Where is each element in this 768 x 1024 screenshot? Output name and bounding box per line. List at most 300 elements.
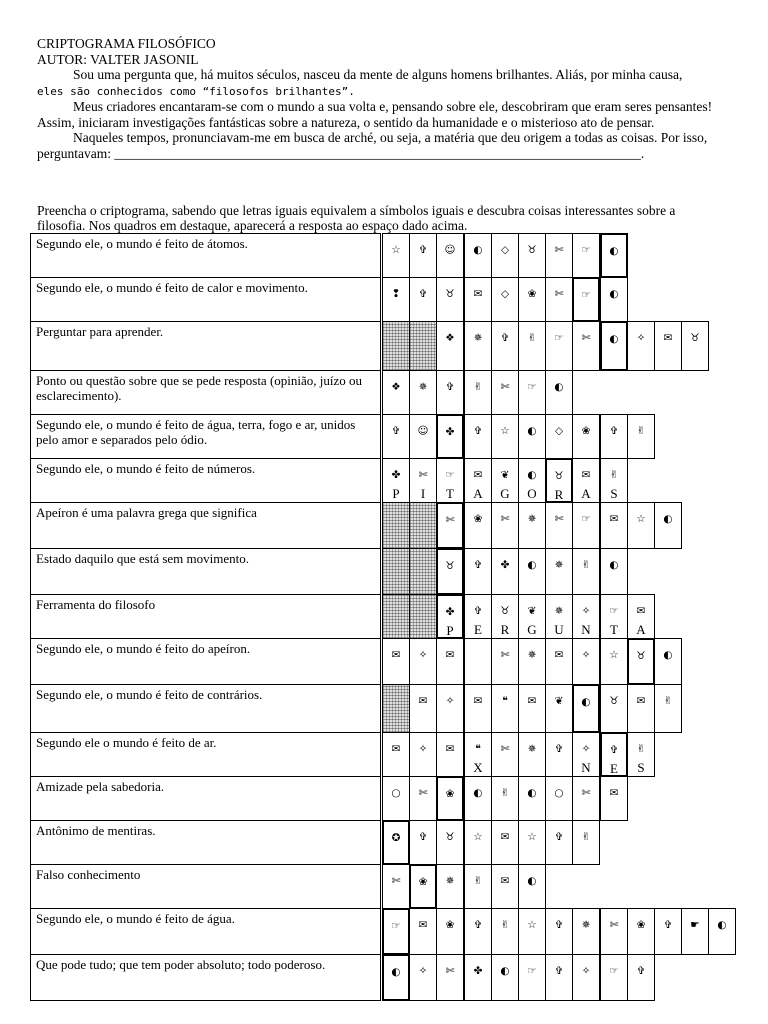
- cipher-cell-r15-c4[interactable]: [464, 864, 492, 909]
- cipher-symbol: ✌: [500, 787, 510, 799]
- cipher-cell-r16-c8[interactable]: [572, 908, 600, 955]
- cipher-cell-r9-c10[interactable]: [627, 594, 655, 639]
- clue-13: Amizade pela sabedoria.: [30, 776, 381, 821]
- cipher-cell-r2-c9[interactable]: [600, 277, 628, 322]
- instructions-text: Preencha o criptograma, sabendo que letras iguais equivalem a símbolos iguais e descubra coisas interessantes sobre a filosofia. Nos quadros em destaque, aparecerá a resposta ao espaço dado acima.: [37, 203, 676, 233]
- cipher-cell-r7-c1[interactable]: [382, 502, 410, 549]
- cipher-cell-r15-c1[interactable]: [382, 864, 410, 909]
- cipher-symbol: ✧: [445, 695, 455, 707]
- cipher-cell-r9-c8[interactable]: [572, 594, 600, 639]
- cipher-cell-r8-c8[interactable]: [572, 548, 600, 595]
- cipher-cell-r3-c12[interactable]: [681, 321, 709, 371]
- cipher-cell-r5-c6[interactable]: [518, 414, 546, 459]
- cipher-cell-r6-c1[interactable]: [382, 458, 410, 503]
- clue-10: Segundo ele, o mundo é feito do apeíron.: [30, 638, 381, 685]
- cipher-symbol: ◐: [717, 919, 727, 931]
- cipher-cell-r14-c1[interactable]: [382, 820, 410, 865]
- cipher-symbol: ◐: [527, 787, 537, 799]
- cipher-symbol: ❦: [554, 695, 564, 707]
- cipher-cell-r16-c10[interactable]: [627, 908, 655, 955]
- cipher-symbol: ◇: [500, 288, 510, 300]
- cipher-symbol: ✤: [391, 469, 401, 481]
- cipher-symbol: ✵: [554, 559, 564, 571]
- cipher-symbol: ☆: [636, 513, 646, 525]
- cipher-cell-r11-c10[interactable]: [627, 684, 655, 733]
- cipher-cell-r9-c4[interactable]: [464, 594, 492, 639]
- cipher-cell-r10-c9[interactable]: [600, 638, 628, 685]
- cipher-cell-r4-c6[interactable]: [518, 370, 546, 415]
- cipher-cell-r1-c1[interactable]: [382, 233, 410, 278]
- revealed-letter: I: [420, 486, 426, 501]
- cipher-cell-r7-c11[interactable]: [654, 502, 682, 549]
- cipher-symbol: ✉: [391, 743, 401, 755]
- cipher-cell-r7-c8[interactable]: [572, 502, 600, 549]
- cipher-symbol: ✞: [418, 831, 428, 843]
- cipher-cell-r1-c5[interactable]: [491, 233, 519, 278]
- cipher-cell-r11-c2[interactable]: [409, 684, 437, 733]
- cipher-symbol: ❀: [527, 288, 537, 300]
- cipher-cell-r6-c2[interactable]: [409, 458, 437, 503]
- cipher-cell-r14-c8[interactable]: [572, 820, 600, 865]
- cipher-cell-r9-c2[interactable]: [409, 594, 437, 639]
- cipher-cell-r17-c4[interactable]: [464, 954, 492, 1001]
- cipher-symbol: ✄: [500, 743, 510, 755]
- cipher-cell-r8-c9[interactable]: [600, 548, 628, 595]
- cipher-cell-r14-c7[interactable]: [545, 820, 573, 865]
- cipher-cell-r2-c1[interactable]: [382, 277, 410, 322]
- clue-15: Falso conhecimento: [30, 864, 381, 909]
- cipher-symbol: ✉: [473, 469, 483, 481]
- cipher-symbol: ✵: [581, 919, 591, 931]
- cipher-cell-r8-c7[interactable]: [545, 548, 573, 595]
- cipher-symbol: ☞: [445, 469, 455, 481]
- cipher-cell-r13-c1[interactable]: [382, 776, 410, 821]
- revealed-letter: A: [636, 622, 646, 637]
- cipher-cell-r10-c5[interactable]: [491, 638, 519, 685]
- cipher-symbol: ◐: [527, 469, 537, 481]
- cipher-symbol: ♉: [527, 244, 537, 256]
- cipher-cell-r17-c8[interactable]: [572, 954, 600, 1001]
- cipher-symbol: ✄: [554, 513, 564, 525]
- cipher-symbol: ◐: [609, 288, 619, 300]
- cipher-cell-r17-c3[interactable]: [436, 954, 464, 1001]
- cipher-symbol: ✞: [473, 919, 483, 931]
- cipher-symbol: ◐: [609, 559, 619, 571]
- cipher-cell-r13-c8[interactable]: [572, 776, 600, 821]
- cipher-symbol: ✉: [500, 875, 510, 887]
- cipher-cell-r5-c7[interactable]: [545, 414, 573, 459]
- cipher-cell-r3-c7[interactable]: [545, 321, 573, 371]
- cipher-symbol: ✵: [445, 875, 455, 887]
- cipher-symbol: ✞: [554, 743, 564, 755]
- cipher-cell-r2-c7[interactable]: [545, 277, 573, 322]
- cipher-cell-r8-c6[interactable]: [518, 548, 546, 595]
- cipher-symbol: ✪: [391, 832, 401, 844]
- cipher-symbol: ✧: [418, 965, 428, 977]
- cipher-symbol: ◐: [663, 513, 673, 525]
- cipher-symbol: ✵: [473, 332, 483, 344]
- cipher-cell-r10-c4[interactable]: [464, 638, 492, 685]
- cipher-cell-r14-c5[interactable]: [491, 820, 519, 865]
- revealed-letter: A: [473, 486, 483, 501]
- cipher-cell-r16-c1[interactable]: [382, 908, 410, 955]
- cipher-cell-r11-c7[interactable]: [545, 684, 573, 733]
- cipher-cell-r12-c9[interactable]: [600, 732, 628, 777]
- cipher-cell-r10-c2[interactable]: [409, 638, 437, 685]
- cipher-cell-r7-c9[interactable]: [600, 502, 628, 549]
- cipher-symbol: ☺: [417, 425, 429, 437]
- cipher-cell-r12-c8[interactable]: [572, 732, 600, 777]
- cipher-cell-r13-c7[interactable]: [545, 776, 573, 821]
- cipher-cell-r7-c7[interactable]: [545, 502, 573, 549]
- cipher-cell-r8-c3[interactable]: [436, 548, 464, 595]
- cipher-symbol: ✌: [609, 469, 619, 481]
- cipher-cell-r6-c3[interactable]: [436, 458, 464, 503]
- cipher-symbol: ✧: [581, 965, 591, 977]
- clue-7: Apeíron é uma palavra grega que significa: [30, 502, 381, 549]
- cipher-symbol: ✞: [445, 381, 455, 393]
- cipher-cell-r11-c6[interactable]: [518, 684, 546, 733]
- cipher-cell-r11-c9[interactable]: [600, 684, 628, 733]
- cipher-cell-r5-c5[interactable]: [491, 414, 519, 459]
- cipher-cell-r7-c3[interactable]: [436, 502, 464, 549]
- cipher-cell-r12-c4[interactable]: [464, 732, 492, 777]
- cipher-cell-r2-c6[interactable]: [518, 277, 546, 322]
- cipher-cell-r16-c6[interactable]: [518, 908, 546, 955]
- cipher-cell-r7-c10[interactable]: [627, 502, 655, 549]
- cipher-cell-r3-c9[interactable]: [600, 321, 628, 371]
- cipher-cell-r3-c6[interactable]: [518, 321, 546, 371]
- cipher-symbol: ☆: [500, 425, 510, 437]
- cipher-cell-r13-c5[interactable]: [491, 776, 519, 821]
- revealed-letter: G: [527, 622, 537, 637]
- cipher-cell-r2-c4[interactable]: [464, 277, 492, 322]
- revealed-letter: P: [446, 623, 454, 638]
- cipher-cell-r7-c2[interactable]: [409, 502, 437, 549]
- clue-9: Ferramenta do filosofo: [30, 594, 381, 639]
- cipher-cell-r3-c2[interactable]: [409, 321, 437, 371]
- doc-title: CRIPTOGRAMA FILOSÓFICO: [37, 36, 216, 51]
- cipher-symbol: ✌: [473, 875, 483, 887]
- cipher-cell-r9-c3[interactable]: [436, 594, 464, 639]
- cipher-cell-r12-c2[interactable]: [409, 732, 437, 777]
- cipher-symbol: ❀: [581, 425, 591, 437]
- cipher-cell-r9-c1[interactable]: [382, 594, 410, 639]
- cipher-cell-r12-c6[interactable]: [518, 732, 546, 777]
- cipher-symbol: ✌: [663, 695, 673, 707]
- clue-5: Segundo ele, o mundo é feito de água, terra, fogo e ar, unidos pelo amor e separados pelo ódio.: [30, 414, 381, 459]
- cipher-cell-r3-c5[interactable]: [491, 321, 519, 371]
- cipher-symbol: ✵: [527, 649, 537, 661]
- cipher-cell-r3-c8[interactable]: [572, 321, 600, 371]
- cipher-symbol: ✉: [609, 787, 619, 799]
- cipher-symbol: ☆: [527, 831, 537, 843]
- cipher-symbol: ☆: [527, 919, 537, 931]
- cipher-cell-r2-c2[interactable]: [409, 277, 437, 322]
- cipher-cell-r5-c3[interactable]: [436, 414, 464, 459]
- cipher-symbol: ◐: [473, 787, 483, 799]
- cipher-symbol: ◐: [527, 425, 537, 437]
- cipher-cell-r6-c6[interactable]: [518, 458, 546, 503]
- cipher-symbol: ✄: [500, 513, 510, 525]
- cipher-symbol: ☞: [391, 920, 401, 932]
- cipher-cell-r9-c9[interactable]: [600, 594, 628, 639]
- cipher-symbol: ❦: [527, 605, 537, 617]
- cipher-symbol: ◐: [473, 244, 483, 256]
- revealed-letter: G: [500, 486, 510, 501]
- cipher-symbol: ☞: [581, 289, 591, 301]
- clue-2: Segundo ele, o mundo é feito de calor e movimento.: [30, 277, 381, 322]
- cipher-cell-r5-c1[interactable]: [382, 414, 410, 459]
- cipher-cell-r3-c3[interactable]: [436, 321, 464, 371]
- cipher-cell-r7-c6[interactable]: [518, 502, 546, 549]
- cipher-cell-r17-c9[interactable]: [600, 954, 628, 1001]
- cipher-cell-r5-c10[interactable]: [627, 414, 655, 459]
- cipher-cell-r7-c4[interactable]: [464, 502, 492, 549]
- cipher-cell-r11-c11[interactable]: [654, 684, 682, 733]
- cipher-symbol: ❝: [475, 743, 481, 755]
- cipher-cell-r3-c1[interactable]: [382, 321, 410, 371]
- cipher-symbol: ❀: [445, 919, 455, 931]
- cipher-cell-r6-c5[interactable]: [491, 458, 519, 503]
- cipher-symbol: ◐: [554, 381, 564, 393]
- cipher-cell-r8-c1[interactable]: [382, 548, 410, 595]
- cipher-symbol: ✄: [500, 381, 510, 393]
- cipher-symbol: ♉: [636, 650, 646, 662]
- cipher-cell-r11-c5[interactable]: [491, 684, 519, 733]
- cipher-cell-r6-c8[interactable]: [572, 458, 600, 503]
- cipher-cell-r11-c3[interactable]: [436, 684, 464, 733]
- cipher-cell-r4-c5[interactable]: [491, 370, 519, 415]
- cipher-cell-r10-c8[interactable]: [572, 638, 600, 685]
- cipher-cell-r14-c2[interactable]: [409, 820, 437, 865]
- cipher-symbol: ✉: [445, 743, 455, 755]
- cipher-cell-r10-c11[interactable]: [654, 638, 682, 685]
- cipher-symbol: ✞: [500, 332, 510, 344]
- cipher-symbol: ✄: [609, 919, 619, 931]
- cipher-symbol: ✵: [527, 513, 537, 525]
- cipher-symbol: ♉: [690, 332, 700, 344]
- cipher-cell-r17-c5[interactable]: [491, 954, 519, 1001]
- cipher-cell-r4-c7[interactable]: [545, 370, 573, 415]
- cipher-symbol: ✉: [581, 469, 591, 481]
- cipher-symbol: ◇: [554, 425, 564, 437]
- cipher-cell-r17-c10[interactable]: [627, 954, 655, 1001]
- cipher-symbol: ✉: [636, 695, 646, 707]
- cipher-symbol: ✌: [636, 425, 646, 437]
- cipher-cell-r2-c3[interactable]: [436, 277, 464, 322]
- intro-paragraph-1: Sou uma pergunta que, há muitos séculos, nasceu da mente de alguns homens brilhantes. Aliás, por minha causa, eles são conhecidos como “filosofos brilhantes”.: [37, 67, 683, 98]
- cipher-symbol: ✞: [473, 425, 483, 437]
- cipher-cell-r16-c3[interactable]: [436, 908, 464, 955]
- cipher-cell-r16-c5[interactable]: [491, 908, 519, 955]
- cipher-symbol: ◐: [527, 559, 537, 571]
- cipher-cell-r15-c3[interactable]: [436, 864, 464, 909]
- cipher-symbol: ☆: [391, 244, 401, 256]
- cipher-symbol: ✵: [554, 605, 564, 617]
- cipher-symbol: ✧: [418, 649, 428, 661]
- cipher-symbol: ✉: [391, 649, 401, 661]
- cipher-cell-r8-c5[interactable]: [491, 548, 519, 595]
- cipher-cell-r1-c3[interactable]: [436, 233, 464, 278]
- cipher-symbol: ✄: [445, 514, 455, 526]
- cipher-symbol: ☆: [609, 649, 619, 661]
- cipher-cell-r5-c2[interactable]: [409, 414, 437, 459]
- cipher-symbol: ✄: [445, 965, 455, 977]
- cipher-cell-r1-c8[interactable]: [572, 233, 600, 278]
- cipher-symbol: ✵: [527, 743, 537, 755]
- cipher-cell-r9-c6[interactable]: [518, 594, 546, 639]
- cipher-cell-r3-c4[interactable]: [464, 321, 492, 371]
- cipher-cell-r16-c9[interactable]: [600, 908, 628, 955]
- cipher-symbol: ◐: [609, 245, 619, 257]
- cipher-cell-r4-c2[interactable]: [409, 370, 437, 415]
- cipher-symbol: ❖: [445, 332, 455, 344]
- revealed-letter: P: [392, 486, 400, 501]
- cipher-cell-r13-c4[interactable]: [464, 776, 492, 821]
- doc-author: AUTOR: VALTER JASONIL: [37, 51, 199, 67]
- cipher-symbol: ♉: [500, 605, 510, 617]
- cipher-symbol: ◐: [581, 696, 591, 708]
- clue-8: Estado daquilo que está sem movimento.: [30, 548, 381, 595]
- cipher-cell-r12-c10[interactable]: [627, 732, 655, 777]
- cipher-symbol: ❀: [418, 876, 428, 888]
- cipher-symbol: ☞: [527, 381, 537, 393]
- cipher-cell-r11-c8[interactable]: [572, 684, 600, 733]
- cipher-symbol: ✞: [554, 919, 564, 931]
- cipher-cell-r8-c4[interactable]: [464, 548, 492, 595]
- cipher-cell-r5-c9[interactable]: [600, 414, 628, 459]
- cipher-cell-r17-c2[interactable]: [409, 954, 437, 1001]
- cipher-symbol: ☺: [444, 244, 456, 256]
- cipher-cell-r13-c6[interactable]: [518, 776, 546, 821]
- cipher-cell-r17-c7[interactable]: [545, 954, 573, 1001]
- cipher-cell-r11-c1[interactable]: [382, 684, 410, 733]
- cipher-cell-r12-c5[interactable]: [491, 732, 519, 777]
- cipher-cell-r8-c2[interactable]: [409, 548, 437, 595]
- cipher-cell-r4-c1[interactable]: [382, 370, 410, 415]
- cipher-symbol: ◐: [609, 333, 619, 345]
- cipher-cell-r10-c10[interactable]: [627, 638, 655, 685]
- cipher-cell-r17-c6[interactable]: [518, 954, 546, 1001]
- cipher-cell-r12-c7[interactable]: [545, 732, 573, 777]
- cipher-symbol: ✞: [609, 425, 619, 437]
- cipher-symbol: ◐: [663, 649, 673, 661]
- cipher-symbol: ✤: [445, 606, 455, 618]
- cipher-cell-r5-c8[interactable]: [572, 414, 600, 459]
- cipher-symbol: ✌: [581, 831, 591, 843]
- cipher-cell-r17-c1[interactable]: [382, 954, 410, 1001]
- cipher-cell-r1-c2[interactable]: [409, 233, 437, 278]
- cipher-symbol: ✞: [609, 744, 619, 756]
- cipher-cell-r13-c9[interactable]: [600, 776, 628, 821]
- cipher-symbol: ✌: [581, 559, 591, 571]
- cipher-symbol: ✉: [418, 695, 428, 707]
- cipher-cell-r6-c7[interactable]: [545, 458, 573, 503]
- cipher-cell-r10-c1[interactable]: [382, 638, 410, 685]
- cipher-cell-r13-c2[interactable]: [409, 776, 437, 821]
- cipher-cell-r15-c5[interactable]: [491, 864, 519, 909]
- cipher-cell-r15-c2[interactable]: [409, 864, 437, 909]
- cipher-cell-r12-c1[interactable]: [382, 732, 410, 777]
- cipher-cell-r7-c5[interactable]: [491, 502, 519, 549]
- revealed-letter: U: [554, 622, 564, 637]
- cipher-cell-r11-c4[interactable]: [464, 684, 492, 733]
- cipher-symbol: ✉: [636, 605, 646, 617]
- clue-14: Antônimo de mentiras.: [30, 820, 381, 865]
- cipher-cell-r2-c8[interactable]: [572, 277, 600, 322]
- clue-1: Segundo ele, o mundo é feito de átomos.: [30, 233, 381, 278]
- cipher-cell-r3-c10[interactable]: [627, 321, 655, 371]
- cipher-cell-r16-c13[interactable]: [708, 908, 736, 955]
- revealed-letter: R: [500, 622, 510, 637]
- clue-16: Segundo ele, o mundo é feito de água.: [30, 908, 381, 955]
- revealed-letter: A: [581, 486, 591, 501]
- cipher-cell-r1-c6[interactable]: [518, 233, 546, 278]
- revealed-letter: R: [554, 487, 564, 502]
- cipher-cell-r16-c4[interactable]: [464, 908, 492, 955]
- cipher-cell-r6-c9[interactable]: [600, 458, 628, 503]
- cipher-symbol: ❀: [445, 788, 455, 800]
- cipher-cell-r10-c6[interactable]: [518, 638, 546, 685]
- clue-6: Segundo ele, o mundo é feito de números.: [30, 458, 381, 503]
- cipher-symbol: ○: [391, 787, 401, 799]
- clue-11: Segundo ele, o mundo é feito de contrários.: [30, 684, 381, 733]
- cipher-symbol: ✵: [418, 381, 428, 393]
- cipher-cell-r6-c4[interactable]: [464, 458, 492, 503]
- cipher-cell-r9-c7[interactable]: [545, 594, 573, 639]
- intro: [37, 36, 717, 161]
- cipher-cell-r15-c6[interactable]: [518, 864, 546, 909]
- cipher-cell-r14-c3[interactable]: [436, 820, 464, 865]
- cipher-symbol: ✉: [527, 695, 537, 707]
- cipher-cell-r16-c7[interactable]: [545, 908, 573, 955]
- cipher-symbol: ☞: [581, 244, 591, 256]
- cipher-cell-r13-c3[interactable]: [436, 776, 464, 821]
- cipher-cell-r5-c4[interactable]: [464, 414, 492, 459]
- cipher-cell-r14-c6[interactable]: [518, 820, 546, 865]
- cipher-cell-r4-c3[interactable]: [436, 370, 464, 415]
- cipher-symbol: ☞: [581, 513, 591, 525]
- cipher-symbol: ✌: [636, 743, 646, 755]
- cipher-symbol: ✞: [418, 244, 428, 256]
- cipher-cell-r16-c11[interactable]: [654, 908, 682, 955]
- cipher-cell-r4-c4[interactable]: [464, 370, 492, 415]
- cipher-cell-r10-c3[interactable]: [436, 638, 464, 685]
- cipher-cell-r16-c2[interactable]: [409, 908, 437, 955]
- cipher-symbol: ✄: [391, 875, 401, 887]
- revealed-letter: T: [610, 622, 618, 637]
- cipher-symbol: ✧: [581, 605, 591, 617]
- cipher-cell-r1-c7[interactable]: [545, 233, 573, 278]
- cipher-symbol: ✌: [473, 381, 483, 393]
- cipher-symbol: ✞: [663, 919, 673, 931]
- cipher-cell-r1-c4[interactable]: [464, 233, 492, 278]
- cipher-cell-r1-c9[interactable]: [600, 233, 628, 278]
- clue-17: Que pode tudo; que tem poder absoluto; todo poderoso.: [30, 954, 381, 1001]
- cipher-cell-r12-c3[interactable]: [436, 732, 464, 777]
- cipher-cell-r16-c12[interactable]: [681, 908, 709, 955]
- cipher-cell-r10-c7[interactable]: [545, 638, 573, 685]
- cipher-cell-r14-c4[interactable]: [464, 820, 492, 865]
- cipher-symbol: ✉: [663, 332, 673, 344]
- cipher-symbol: ✧: [581, 743, 591, 755]
- cipher-symbol: ☛: [690, 919, 700, 931]
- cipher-symbol: ◇: [500, 244, 510, 256]
- cipher-cell-r3-c11[interactable]: [654, 321, 682, 371]
- cipher-cell-r2-c5[interactable]: [491, 277, 519, 322]
- cipher-cell-r9-c5[interactable]: [491, 594, 519, 639]
